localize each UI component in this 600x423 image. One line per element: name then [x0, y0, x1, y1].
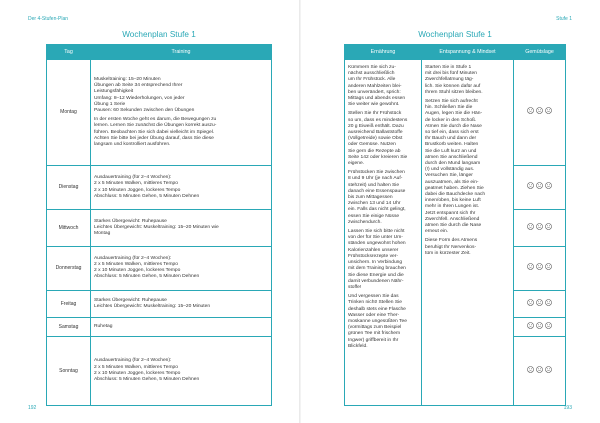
page-number-right: 193	[563, 405, 572, 411]
mood-faces	[527, 299, 552, 306]
relaxation-line: Atmen Sie durch die Nase	[425, 123, 482, 129]
training-cell	[91, 209, 272, 246]
sad-face-icon[interactable]	[527, 107, 534, 114]
nutrition-line: ben unverändert, sprich:	[348, 89, 401, 95]
nutrition-line: Trinken nicht! Stellen Sie	[348, 300, 402, 306]
happy-face-icon[interactable]	[545, 107, 552, 114]
training-line: Ausdauertraining (für 2–4 Wochen):	[94, 175, 172, 181]
training-line: In der ersten Woche geht es darum, die Bewegungen zu	[94, 117, 217, 123]
mood-cell	[514, 209, 566, 246]
neutral-face-icon[interactable]	[536, 223, 543, 230]
happy-face-icon[interactable]	[545, 322, 552, 329]
sad-face-icon[interactable]	[527, 182, 534, 189]
mood-cell	[514, 166, 566, 210]
header-mood: Gemütslage	[514, 45, 566, 60]
training-cell	[91, 166, 272, 210]
relaxation-cell	[422, 60, 514, 406]
relaxation-line: Zwerchfellatmung täg-	[425, 77, 474, 83]
nutrition-line: essen Sie einige Nüsse	[348, 213, 400, 219]
relaxation-line: Setzen Sie sich aufrecht	[425, 99, 478, 105]
nutrition-line: Ingwer) griffbereit in Ihr	[348, 337, 399, 343]
training-line: Umfang: 8–12 Wiederholungen, von jeder	[94, 95, 185, 101]
nutrition-line: damit verbundenen Nähr-	[348, 278, 404, 284]
training-line: Leistungsfähigkeit	[94, 89, 134, 95]
training-line: Abschluss: 5 Minuten Gehen, 5 Minuten Dehnen	[94, 193, 200, 199]
training-line: Achten Sie bitte bei jeder Übung darauf, dass Sie diese	[94, 135, 214, 141]
training-line: Leichtes Übergewicht: Muskeltraining: 15–20 Minuten	[94, 303, 211, 309]
relaxation-line: Jetzt entspannt sich Ihr	[425, 210, 476, 216]
relaxation-line: Ihrem Stuhl sitzen bleiben.	[425, 89, 483, 95]
training-cell	[91, 246, 272, 290]
page-number-left: 192	[28, 405, 37, 411]
relaxation-line: tüm in kürzester Zeit.	[425, 250, 471, 256]
header-relaxation: Entspannung & Mindset	[422, 45, 514, 60]
relaxation-line: Sie die Luft kurz an und	[425, 148, 477, 154]
nutrition-line: Mittags und abends essen	[348, 96, 406, 102]
relaxation-line: dabei die Bauchdecke nach	[425, 192, 486, 198]
header-training: Training	[91, 45, 272, 60]
day-cell: Montag	[47, 60, 91, 166]
training-line: Ruhetag	[94, 323, 113, 329]
relaxation-line: Starten Sie in Stufe 1	[425, 65, 472, 70]
nutrition-line: (Vollgetreide) sowie Obst	[348, 136, 403, 142]
nutrition-line: grünen Tee mit frischem	[348, 331, 401, 337]
training-line: 2 x 10 Minuten Joggen, lockeres Tempo	[94, 187, 181, 193]
nutrition-line: zwischen 13 und 14 Uhr	[348, 201, 401, 207]
relaxation-line: Brustkorb weiten. Halten	[425, 142, 479, 148]
training-line: 2 x 5 Minuten Walken, mittleres Tempo	[94, 364, 178, 370]
nutrition-line: Sie diese Energie und die	[348, 272, 404, 278]
relaxation-line: mit drei bis fünf Minuten	[425, 71, 477, 77]
table-row	[47, 209, 272, 246]
nutrition-line: deshalb stets eine Flasche	[348, 306, 406, 312]
nutrition-line: Und vergessen Sie das	[348, 294, 399, 300]
nutrition-line: ständen ungewohnt hohen	[348, 241, 406, 247]
day-cell: Mittwoch	[47, 209, 91, 246]
training-line: Leichtes Übergewicht: Muskeltraining: 15–20 Minuten wie	[94, 224, 219, 230]
training-line: 2 x 10 Minuten Joggen, lockeres Tempo	[94, 370, 181, 376]
nutrition-line: Kümmern Sie sich zu-	[348, 65, 396, 70]
training-table	[46, 44, 272, 406]
sad-face-icon[interactable]	[527, 299, 534, 306]
nutrition-line: Sie gern die Rezepte ab	[348, 148, 401, 154]
relaxation-line: Diese Form des Atmens	[425, 238, 478, 244]
training-cell	[91, 318, 272, 336]
nutrition-cell	[345, 60, 422, 406]
happy-face-icon[interactable]	[545, 223, 552, 230]
mood-faces	[527, 107, 552, 114]
nutrition-line: ausreichend Ballaststoffe	[348, 130, 403, 136]
nutrition-line: Blickfeld.	[348, 343, 368, 349]
sad-face-icon[interactable]	[527, 366, 534, 373]
training-line: Ausdauertraining (für 2–4 Wochen):	[94, 358, 172, 364]
training-line: Ausdauertraining (für 2–4 Wochen):	[94, 255, 172, 261]
running-head-left: Der 4-Stufen-Plan	[28, 16, 69, 22]
nutrition-line: Frühstücken Sie zwischen	[348, 170, 405, 176]
training-line: Abschluss: 5 Minuten Gehen, 5 Minuten Dehnen	[94, 377, 200, 383]
table-row	[47, 290, 272, 318]
relaxation-line: atmen Sie anschließend	[425, 154, 478, 160]
happy-face-icon[interactable]	[545, 182, 552, 189]
nutrition-line: stoffe!	[348, 284, 362, 290]
relaxation-line: de locker in den Schoß.	[425, 117, 477, 123]
day-cell: Freitag	[47, 290, 91, 318]
training-line: 2 x 5 Minuten Walken, mittleres Tempo	[94, 262, 178, 268]
nutrition-line: 8 und 9 Uhr (je nach Auf-	[348, 176, 403, 182]
training-line: Muskeltraining: 15–20 Minuten	[94, 76, 161, 82]
day-cell: Dienstag	[47, 166, 91, 210]
training-line: Starkes Übergewicht: Ruhepause	[94, 297, 167, 303]
nutrition-line: moskanne ungesüßten Tee	[348, 318, 407, 324]
mood-faces	[527, 223, 552, 230]
mood-cell	[514, 318, 566, 336]
header-nutrition: Ernährung	[345, 45, 422, 60]
relaxation-line: erneut ein.	[425, 229, 449, 235]
table-row	[47, 60, 272, 166]
mood-cell	[514, 246, 566, 290]
training-line: Übungen ab Seite 34 entsprechend Ihrer	[94, 83, 183, 89]
relaxation-line: durch den Mund langsam	[425, 161, 481, 167]
mood-faces	[527, 322, 552, 329]
relaxation-line: so tief ein, dass sich erst	[425, 130, 479, 136]
mood-faces	[527, 366, 552, 373]
relaxation-line: Augen, legen Sie die Hän-	[425, 111, 483, 117]
training-line: langsam und kontrolliert ausführen.	[94, 141, 171, 147]
training-line: 2 x 5 Minuten Walken, mittleres Tempo	[94, 181, 178, 187]
happy-face-icon[interactable]	[545, 366, 552, 373]
table-row	[345, 60, 566, 166]
nutrition-relaxation-table	[344, 44, 566, 406]
nutrition-line: Lassen Sie sich bitte nicht	[348, 229, 405, 235]
neutral-face-icon[interactable]	[536, 299, 543, 306]
training-line: Montag	[94, 230, 111, 236]
neutral-face-icon[interactable]	[536, 366, 543, 373]
relaxation-line: Ihr Bauch und dann der	[425, 136, 477, 142]
relaxation-line: beruhigt Ihr Nervenkos-	[425, 244, 477, 250]
sad-face-icon[interactable]	[527, 322, 534, 329]
neutral-face-icon[interactable]	[536, 322, 543, 329]
day-cell: Samstag	[47, 318, 91, 336]
relaxation-line: atmen Sie durch die Nase	[425, 223, 482, 229]
nutrition-line: Stellen Sie Ihr Frühstück	[348, 111, 402, 117]
relaxation-line: Zwerchfell. Anschließend	[425, 216, 480, 222]
nutrition-line: eigene.	[348, 161, 365, 167]
nutrition-line: danach eine Essenspause	[348, 188, 406, 194]
training-line: Pausen: 60 Sekunden zwischen den Übungen	[94, 107, 195, 113]
neutral-face-icon[interactable]	[536, 107, 543, 114]
nutrition-line: ein. Falls das nicht gelingt,	[348, 207, 406, 213]
training-cell	[91, 290, 272, 318]
sad-face-icon[interactable]	[527, 223, 534, 230]
table-row	[47, 318, 272, 336]
table-row	[47, 336, 272, 405]
training-line: Abschluss: 5 Minuten Gehen, 5 Minuten Dehnen	[94, 274, 200, 280]
header-day: Tag	[47, 45, 91, 60]
nutrition-line: um Ihr Frühstück. Alle	[348, 77, 396, 83]
nutrition-line: (vormittags zum Beispiel	[348, 325, 402, 331]
happy-face-icon[interactable]	[545, 299, 552, 306]
training-line: lernen. Lernen Sie zunächst die Übungen korrekt auszu-	[94, 123, 217, 129]
nutrition-line: zwischendurch.	[348, 219, 382, 225]
nutrition-line: bis zum Mittagessen	[348, 195, 393, 201]
nutrition-line: mit dem Training brauchen	[348, 266, 406, 272]
relaxation-line: (!) und vollständig aus.	[425, 167, 475, 173]
page-gutter	[299, 0, 301, 423]
mood-cell	[514, 336, 566, 405]
relaxation-line: mehr in Ihren Lungen ist.	[425, 204, 480, 210]
left-page-title: Wochenplan Stufe 1	[122, 30, 196, 39]
relaxation-line: Versuchen Sie, länger	[425, 173, 473, 179]
sad-face-icon[interactable]	[527, 263, 534, 270]
relaxation-line: hin. Schließen Sie die	[425, 105, 473, 111]
nutrition-line: nächst ausschließlich	[348, 71, 395, 77]
nutrition-line: 20 g Eiweiß enthält. Dazu	[348, 123, 404, 129]
day-cell: Sonntag	[47, 336, 91, 405]
nutrition-line: so um, dass es mindestens	[348, 117, 408, 123]
nutrition-line: stehzeit) und halten Sie	[348, 182, 400, 188]
nutrition-line: oder Gemüse. Nutzen	[348, 142, 396, 148]
nutrition-line: Frühstücksrezepte ver-	[348, 253, 399, 259]
relaxation-line: geatmet haben. Ziehen Sie	[425, 185, 484, 191]
nutrition-line: Seite 142 oder kreieren Sie	[348, 154, 408, 160]
training-line: führen. Beobachten Sie sich dabei vielleicht im Spiegel.	[94, 129, 215, 135]
happy-face-icon[interactable]	[545, 263, 552, 270]
right-page-title: Wochenplan Stufe 1	[418, 30, 492, 39]
relaxation-line: lich. Sie können dafür auf	[425, 83, 481, 89]
training-line: Starkes Übergewicht: Ruhepause	[94, 218, 167, 224]
nutrition-line: anderen Mahlzeiten blei-	[348, 83, 402, 89]
relaxation-line: innen/oben, bis keine Luft	[425, 198, 481, 204]
nutrition-line: Wasser oder eine Ther-	[348, 312, 400, 318]
training-line: Übung 1 Serie	[94, 101, 126, 107]
training-cell	[91, 60, 272, 166]
nutrition-line: von der für Sie unter Um-	[348, 235, 403, 241]
table-row	[47, 246, 272, 290]
training-line: 2 x 10 Minuten Joggen, lockeres Tempo	[94, 268, 181, 274]
neutral-face-icon[interactable]	[536, 263, 543, 270]
mood-faces	[527, 263, 552, 270]
table-row	[47, 166, 272, 210]
nutrition-line: unsichern. In Verbindung	[348, 260, 403, 266]
nutrition-line: Kalorienzahlen unserer	[348, 247, 399, 253]
mood-cell	[514, 60, 566, 166]
mood-faces	[527, 182, 552, 189]
nutrition-line: Sie weiter wie gewohnt.	[348, 102, 400, 108]
mood-cell	[514, 290, 566, 318]
relaxation-line: auszuatmen, als Sie ein-	[425, 179, 479, 185]
day-cell: Donnerstag	[47, 246, 91, 290]
running-head-right: Stufe 1	[556, 16, 572, 22]
training-cell	[91, 336, 272, 405]
neutral-face-icon[interactable]	[536, 182, 543, 189]
